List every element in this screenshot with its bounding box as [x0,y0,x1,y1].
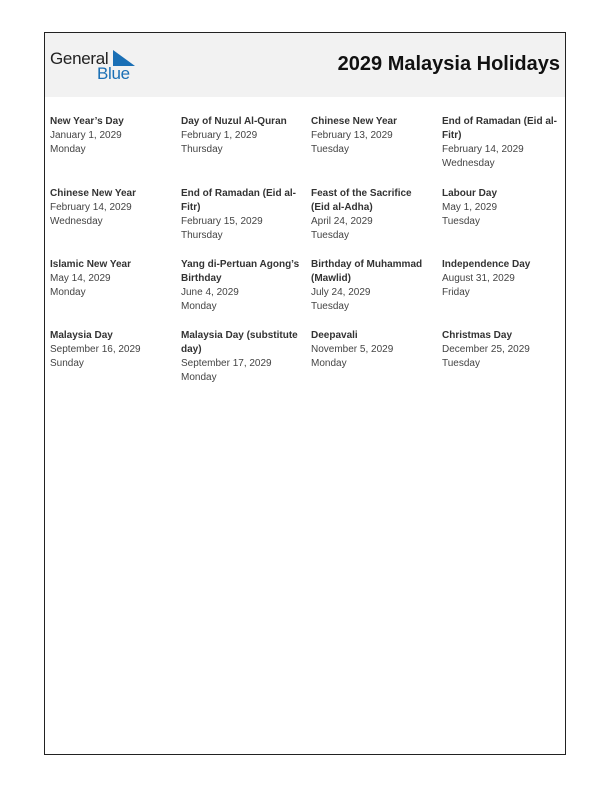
holiday-weekday: Thursday [181,144,223,155]
holiday-name: New Year’s Day [50,116,124,127]
holiday-weekday: Thursday [181,230,223,241]
holiday-name: End of Ramadan (Eid al-Fitr) [442,116,558,141]
holiday-date: September 16, 2029 [50,344,141,355]
holiday-date: February 14, 2029 [50,202,132,213]
holiday-item [181,329,303,385]
holiday-item [442,329,564,371]
holiday-weekday: Tuesday [311,144,349,155]
holiday-weekday: Tuesday [442,358,480,369]
holiday-name: End of Ramadan (Eid al-Fitr) [181,188,297,213]
holiday-date: April 24, 2029 [311,216,373,227]
holiday-name: Day of Nuzul Al-Quran [181,116,287,127]
holiday-item [442,258,564,300]
holiday-date: November 5, 2029 [311,344,394,355]
holiday-date: February 1, 2029 [181,130,258,141]
generalblue-logo [50,47,140,87]
holiday-item [181,187,303,243]
holiday-item [442,187,564,229]
holiday-weekday: Friday [442,287,470,298]
holiday-date: December 25, 2029 [442,344,530,355]
holiday-item [181,115,303,157]
holiday-date: June 4, 2029 [181,287,239,298]
holiday-date: September 17, 2029 [181,358,272,369]
holiday-item [442,115,564,171]
holiday-name: Chinese New Year [50,188,136,199]
holiday-date: May 14, 2029 [50,273,111,284]
holiday-date: February 13, 2029 [311,130,393,141]
holiday-date: February 15, 2029 [181,216,263,227]
holiday-name: Labour Day [442,188,498,199]
holiday-item [311,258,433,314]
holiday-weekday: Tuesday [311,301,349,312]
logo-word-general: General [50,49,109,68]
holiday-date: August 31, 2029 [442,273,515,284]
holiday-weekday: Monday [311,358,347,369]
holiday-date: January 1, 2029 [50,130,122,141]
logo-word-blue: Blue [97,64,130,83]
holiday-name: Yang di-Pertuan Agong’s Birthday [181,259,300,284]
header [45,33,565,97]
holiday-weekday: Monday [50,287,86,298]
holiday-item [311,115,433,157]
holiday-date: February 14, 2029 [442,144,524,155]
holiday-item [181,258,303,314]
holiday-item [311,329,433,371]
holiday-weekday: Monday [181,372,217,383]
page-title: 2029 Malaysia Holidays [337,53,560,75]
holiday-name: Malaysia Day [50,330,113,341]
holiday-weekday: Monday [50,144,86,155]
holiday-weekday: Wednesday [50,216,103,227]
holiday-date: May 1, 2029 [442,202,498,213]
holiday-weekday: Wednesday [442,158,495,169]
holiday-item [50,187,172,229]
holiday-weekday: Sunday [50,358,84,369]
holiday-weekday: Tuesday [311,230,349,241]
holiday-date: July 24, 2029 [311,287,371,298]
holiday-name: Birthday of Muhammad (Mawlid) [311,259,423,284]
holiday-name: Islamic New Year [50,259,131,270]
holiday-item [50,329,172,371]
holiday-item [50,258,172,300]
holiday-name: Christmas Day [442,330,513,341]
holiday-weekday: Monday [181,301,217,312]
page-frame [44,32,566,755]
holiday-item [311,187,433,243]
holiday-item [50,115,172,157]
holiday-name: Malaysia Day (substitute day) [181,330,298,355]
holiday-name: Independence Day [442,259,531,270]
holiday-name: Chinese New Year [311,116,397,127]
holiday-name: Deepavali [311,330,358,341]
holiday-name: Feast of the Sacrifice (Eid al-Adha) [311,188,412,213]
holiday-weekday: Tuesday [442,216,480,227]
